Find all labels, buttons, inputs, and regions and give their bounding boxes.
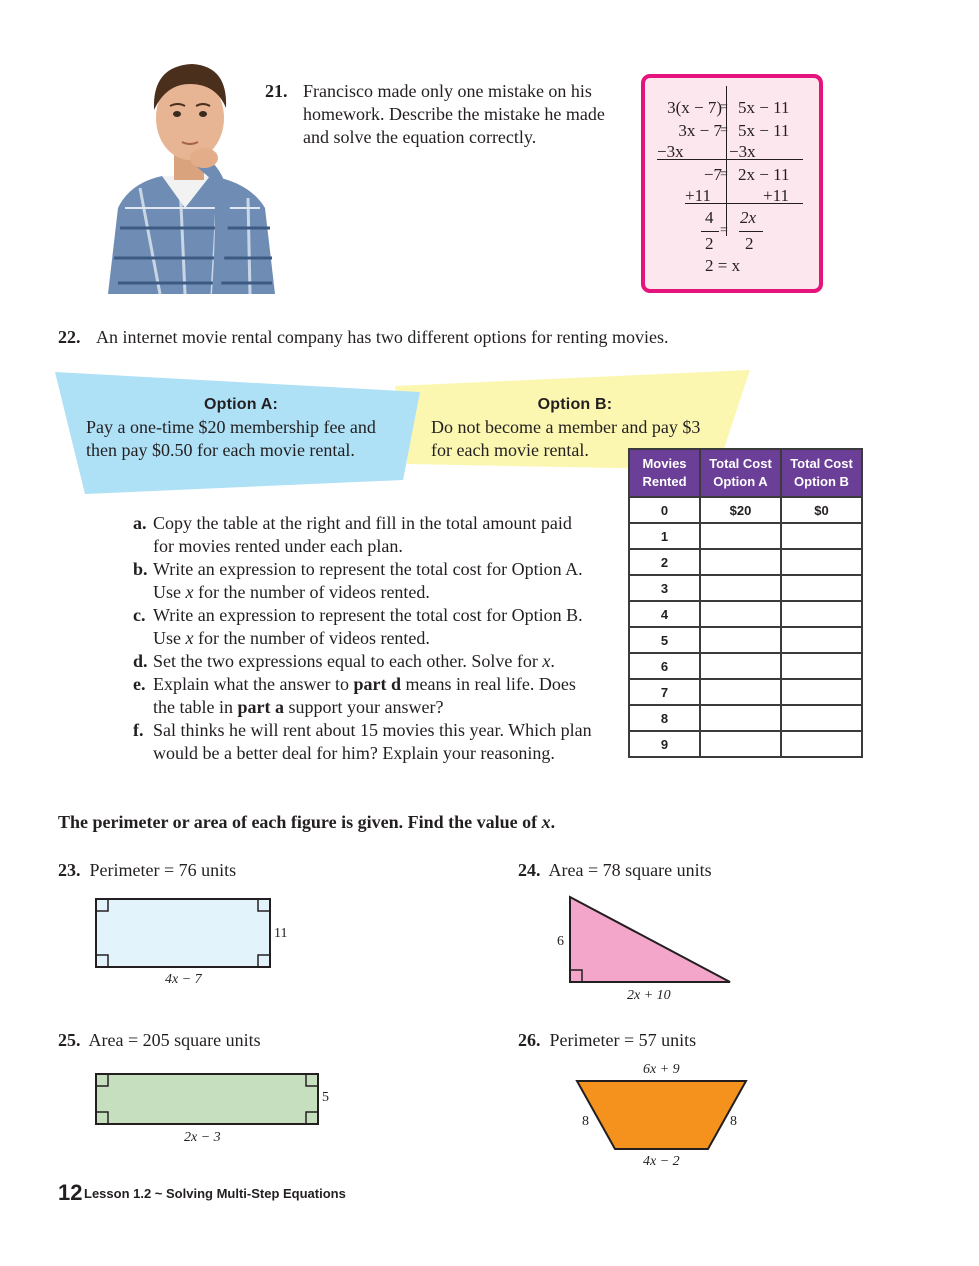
problem-number: 21.: [265, 81, 288, 101]
problem-number: 26.: [518, 1030, 541, 1050]
movies-rented-cell: 5: [629, 627, 700, 653]
subquestion-d: [133, 650, 623, 673]
trapezoid-figure-26: [574, 1078, 750, 1152]
option-b-title: Option B:: [537, 396, 613, 413]
figure-26-bottom-label: 4x − 2: [643, 1154, 680, 1169]
problem-text: An internet movie rental company has two different options for renting movies.: [96, 327, 669, 347]
movies-rented-cell: 2: [629, 549, 700, 575]
triangle-figure-24: [566, 894, 734, 986]
table-row: [629, 575, 862, 601]
subquestion-e: [133, 673, 623, 719]
figure-25-bottom-label: 2x − 3: [184, 1130, 221, 1145]
work-line-final: 2 = x: [705, 256, 741, 275]
figure-26-left-label: 8: [582, 1114, 589, 1129]
subquestion-label: d.: [133, 651, 148, 671]
subquestion-b: [133, 558, 623, 604]
table-header-row: [629, 449, 862, 497]
subquestion-line: Set the two expressions equal to each other. Solve for x.: [153, 651, 555, 671]
problem-text-line: Francisco made only one mistake on his: [303, 81, 592, 101]
option-a-cost-cell: [700, 627, 781, 653]
figure-26-top-label: 6x + 9: [643, 1062, 680, 1077]
option-b-cost-cell: [781, 679, 862, 705]
problem-text: Perimeter = 76 units: [89, 860, 237, 880]
subquestion-label: b.: [133, 559, 148, 579]
movies-rented-cell: 9: [629, 731, 700, 757]
problem-text-line: homework. Describe the mistake he made: [303, 104, 605, 124]
option-b-cost-cell: [781, 627, 862, 653]
subquestion-line: for movies rented under each plan.: [153, 536, 403, 556]
problem-26: [518, 1030, 696, 1051]
problem-25: [58, 1030, 261, 1051]
option-b-cost-cell: [781, 601, 862, 627]
subquestion-a: [133, 512, 623, 558]
student-thinking-photo: [100, 58, 275, 294]
option-a-cost-cell: [700, 705, 781, 731]
section-instructions: The perimeter or area of each figure is given. Find the value of x.: [58, 812, 556, 832]
option-a-cost-cell: [700, 549, 781, 575]
subquestion-list: [133, 512, 623, 765]
equals-sign: =: [720, 167, 728, 182]
header-total-cost-a: Total Cost Option A: [700, 449, 781, 497]
option-a-line: then pay $0.50 for each movie rental.: [86, 440, 355, 460]
lesson-title: Lesson 1.2 ~ Solving Multi-Step Equations: [84, 1186, 346, 1201]
subquestion-line: the table in part a support your answer?: [153, 697, 444, 717]
page-number: 12: [58, 1180, 83, 1205]
rental-cost-table: [628, 448, 863, 758]
problem-number: 24.: [518, 860, 541, 880]
subquestion-line: Write an expression to represent the total cost for Option A.: [153, 559, 583, 579]
figure-24-side-label: 6: [557, 934, 564, 949]
fraction-right-denominator: 2: [745, 234, 754, 253]
problem-text: Area = 78 square units: [548, 860, 712, 880]
problem-21: [265, 80, 635, 149]
equals-sign: =: [720, 123, 728, 138]
table-row: [629, 601, 862, 627]
work-line-1-left: 3(x − 7): [667, 98, 722, 117]
problem-text-line: and solve the equation correctly.: [303, 127, 537, 147]
work-line-5-right: +11: [763, 186, 789, 205]
table-row: [629, 627, 862, 653]
option-a-cost-cell: [700, 575, 781, 601]
subquestion-label: e.: [133, 674, 146, 694]
option-b-cost-cell: [781, 705, 862, 731]
option-a-cost-cell: [700, 731, 781, 757]
option-b-line: for each movie rental.: [431, 440, 589, 460]
subquestion-line: Copy the table at the right and fill in the total amount paid: [153, 513, 572, 533]
work-line-3-right: −3x: [729, 142, 756, 161]
subquestion-c: [133, 604, 623, 650]
work-line-2-right: 5x − 11: [738, 121, 790, 140]
fraction-right-numerator: 2x: [740, 208, 757, 227]
figure-23-side-label: 11: [274, 926, 288, 941]
fraction-bar: [701, 231, 719, 232]
figure-24-bottom-label: 2x + 10: [627, 988, 671, 1003]
subquestion-line: Use x for the number of videos rented.: [153, 628, 430, 648]
option-a-cost-cell: $20: [700, 497, 781, 523]
option-a-cost-cell: [700, 679, 781, 705]
rectangle-figure-25: [94, 1072, 322, 1128]
table-row: [629, 523, 862, 549]
movies-rented-cell: 7: [629, 679, 700, 705]
work-line-1-right: 5x − 11: [738, 98, 790, 117]
subquestion-label: f.: [133, 720, 144, 740]
subquestion-line: would be a better deal for him? Explain your reasoning.: [153, 743, 555, 763]
option-b-cost-cell: [781, 523, 862, 549]
problem-number: 23.: [58, 860, 81, 880]
figure-25-side-label: 5: [322, 1090, 329, 1105]
subquestion-line: Use x for the number of videos rented.: [153, 582, 430, 602]
table-row: [629, 497, 862, 523]
figure-23-bottom-label: 4x − 7: [165, 972, 202, 987]
movies-rented-cell: 6: [629, 653, 700, 679]
work-line-5-left: +11: [685, 186, 711, 205]
option-b-cost-cell: $0: [781, 497, 862, 523]
fraction-left-numerator: 4: [705, 208, 714, 227]
equals-sign: =: [720, 100, 728, 115]
table-row: [629, 679, 862, 705]
header-total-cost-b: Total Cost Option B: [781, 449, 862, 497]
problem-text: Area = 205 square units: [88, 1030, 261, 1050]
problem-text: Perimeter = 57 units: [549, 1030, 697, 1050]
option-a-cost-cell: [700, 523, 781, 549]
movies-rented-cell: 8: [629, 705, 700, 731]
movies-rented-cell: 3: [629, 575, 700, 601]
student-work-box: [641, 74, 823, 293]
option-b-cost-cell: [781, 549, 862, 575]
rectangle-figure-23: [94, 897, 274, 971]
subquestion-f: [133, 719, 623, 765]
subquestion-line: Explain what the answer to part d means in real life. Does: [153, 674, 576, 694]
work-line-4-left: −7: [703, 165, 722, 184]
fraction-bar: [739, 231, 763, 232]
table-row: [629, 653, 862, 679]
problem-23: [58, 860, 236, 881]
table-row: [629, 549, 862, 575]
option-a-line: Pay a one-time $20 membership fee and: [86, 417, 376, 437]
work-line-3-left: −3x: [657, 142, 684, 161]
option-a-cost-cell: [700, 601, 781, 627]
option-a-text: [86, 416, 376, 462]
figure-26-right-label: 8: [730, 1114, 737, 1129]
problem-number: 25.: [58, 1030, 81, 1050]
subquestion-label: a.: [133, 513, 147, 533]
problem-22: [58, 326, 858, 349]
option-b-cost-cell: [781, 575, 862, 601]
option-b-line: Do not become a member and pay $3: [431, 417, 701, 437]
option-b-cost-cell: [781, 731, 862, 757]
movies-rented-cell: 4: [629, 601, 700, 627]
work-line-4-right: 2x − 11: [738, 165, 790, 184]
problem-number: 22.: [58, 327, 81, 347]
equals-sign: =: [720, 223, 728, 238]
table-row: [629, 705, 862, 731]
movies-rented-cell: 0: [629, 497, 700, 523]
movies-rented-cell: 1: [629, 523, 700, 549]
fraction-left-denominator: 2: [705, 234, 714, 253]
table-row: [629, 731, 862, 757]
subquestion-line: Write an expression to represent the total cost for Option B.: [153, 605, 583, 625]
problem-24: [518, 860, 712, 881]
work-line-2-left: 3x − 7: [678, 121, 722, 140]
subquestion-label: c.: [133, 605, 146, 625]
option-a-title: Option A:: [203, 396, 279, 413]
option-a-cost-cell: [700, 653, 781, 679]
header-movies-rented: Movies Rented: [629, 449, 700, 497]
option-b-cost-cell: [781, 653, 862, 679]
subquestion-line: Sal thinks he will rent about 15 movies this year. Which plan: [153, 720, 592, 740]
